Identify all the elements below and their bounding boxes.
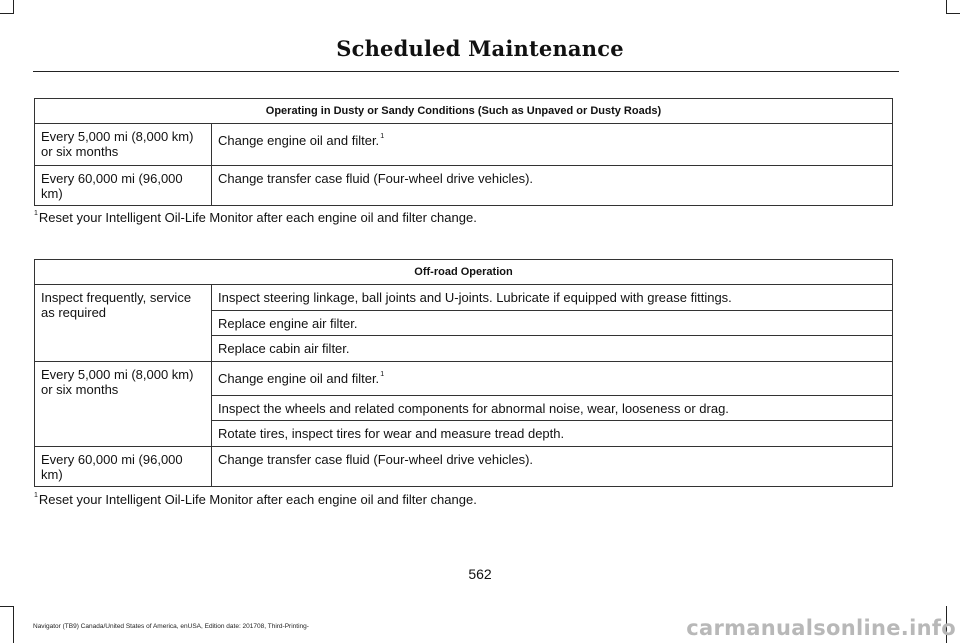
- action-cell: [212, 285, 893, 311]
- action-text: Rotate tires, inspect tires for wear and measure tread depth.: [218, 426, 565, 441]
- crop-mark: [0, 13, 14, 14]
- footnote-mark: 1: [34, 492, 38, 499]
- footnote: [34, 492, 477, 507]
- edition-info: Navigator (TB9) Canada/United States of America, enUSA, Edition date: 201708, Third-Printing-: [33, 623, 309, 630]
- page-number: 562: [468, 566, 492, 582]
- maintenance-table-dusty: [34, 98, 893, 206]
- footnote-text: Reset your Intelligent Oil-Life Monitor after each engine oil and filter change.: [38, 210, 477, 225]
- action-text: Change engine oil and filter.: [218, 133, 380, 148]
- title-divider: [33, 71, 899, 72]
- footnote-text: Reset your Intelligent Oil-Life Monitor after each engine oil and filter change.: [38, 492, 477, 507]
- interval-cell: Every 5,000 mi (8,000 km) or six months: [35, 362, 212, 447]
- action-text: Inspect the wheels and related components for abnormal noise, wear, looseness or drag.: [218, 401, 729, 416]
- footnote: [34, 210, 477, 225]
- action-text: Replace cabin air filter.: [218, 341, 350, 356]
- table-row: [35, 285, 893, 311]
- action-text: Inspect steering linkage, ball joints and U-joints. Lubricate if equipped with grease fittings.: [218, 290, 732, 305]
- interval-cell: Every 60,000 mi (96,000 km): [35, 447, 212, 487]
- action-text: Replace engine air filter.: [218, 316, 358, 331]
- table-header-row: [35, 99, 893, 124]
- table-header: Operating in Dusty or Sandy Conditions (Such as Unpaved or Dusty Roads): [35, 99, 893, 124]
- footnote-ref: 1: [380, 133, 385, 140]
- crop-mark: [946, 13, 960, 14]
- interval-cell: Inspect frequently, service as required: [35, 285, 212, 362]
- action-text: Change transfer case fluid (Four-wheel drive vehicles).: [218, 452, 534, 467]
- action-cell: [212, 124, 893, 166]
- watermark: carmanualsonline.info: [686, 616, 956, 640]
- footnote-mark: 1: [34, 210, 38, 217]
- crop-mark: [13, 606, 14, 643]
- table-row: [35, 124, 893, 166]
- action-cell: [212, 311, 893, 336]
- crop-mark: [0, 606, 14, 607]
- action-text: Change transfer case fluid (Four-wheel drive vehicles).: [218, 171, 534, 186]
- footnote-ref: 1: [380, 371, 385, 378]
- interval-cell: Every 60,000 mi (96,000 km): [35, 166, 212, 206]
- table-header: Off-road Operation: [35, 260, 893, 285]
- action-cell: [212, 396, 893, 421]
- action-text: Change engine oil and filter.: [218, 371, 380, 386]
- action-cell: [212, 421, 893, 447]
- maintenance-table-offroad: [34, 259, 893, 487]
- crop-mark: [13, 0, 14, 14]
- page-title: Scheduled Maintenance: [336, 36, 624, 61]
- table-row: [35, 362, 893, 396]
- crop-mark: [946, 0, 947, 14]
- table-row: [35, 166, 893, 206]
- action-cell: [212, 362, 893, 396]
- action-cell: [212, 336, 893, 362]
- table-row: [35, 447, 893, 487]
- interval-cell: Every 5,000 mi (8,000 km) or six months: [35, 124, 212, 166]
- action-cell: [212, 447, 893, 487]
- table-header-row: [35, 260, 893, 285]
- action-cell: [212, 166, 893, 206]
